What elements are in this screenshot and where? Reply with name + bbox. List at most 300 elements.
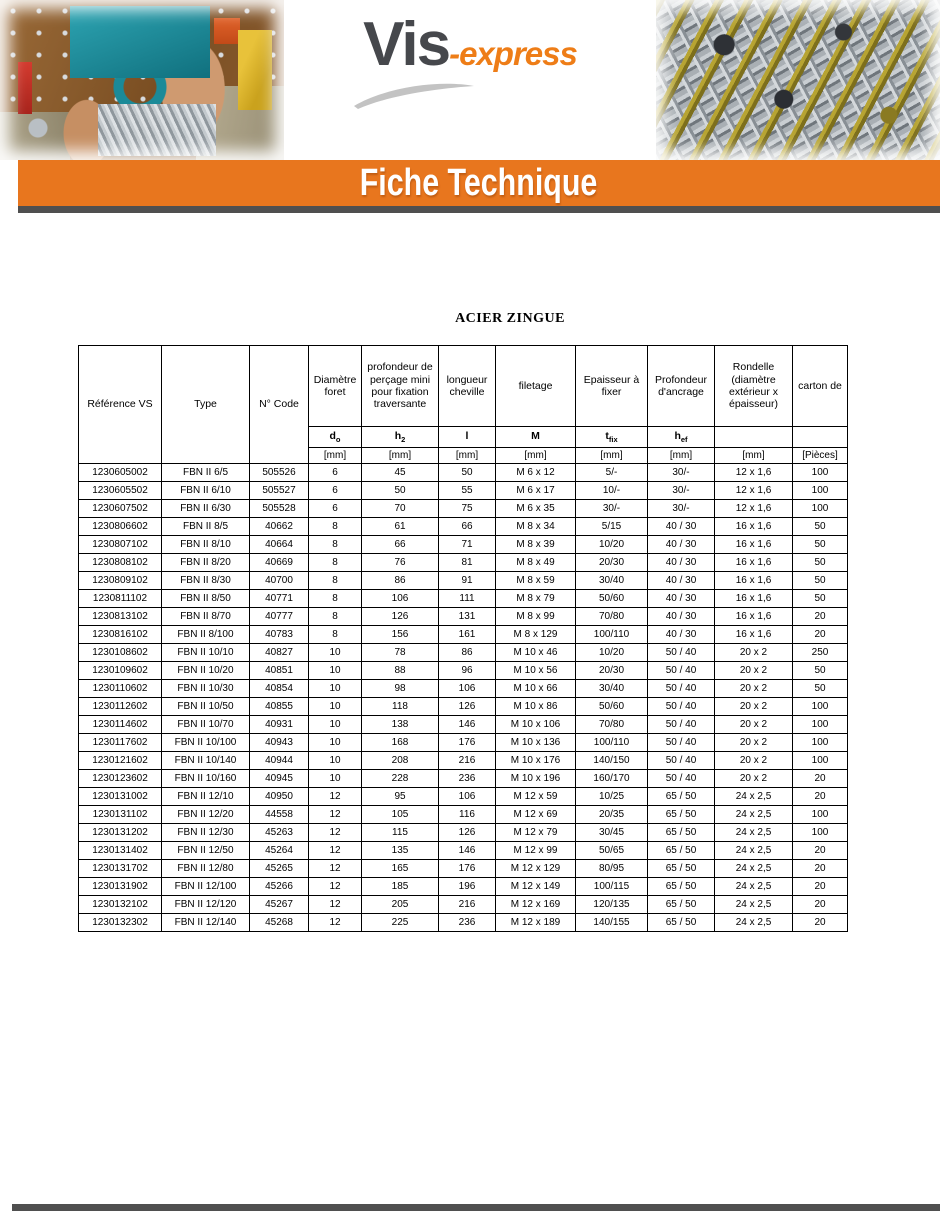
table-cell: 50 / 40 bbox=[648, 716, 715, 734]
table-cell: 30/- bbox=[648, 464, 715, 482]
table-cell: 44558 bbox=[250, 806, 309, 824]
table-cell: 55 bbox=[439, 482, 496, 500]
table-cell: M 8 x 99 bbox=[496, 608, 576, 626]
table-cell: 100/110 bbox=[576, 734, 648, 752]
table-cell: 1230811102 bbox=[79, 590, 162, 608]
table-cell: 30/- bbox=[576, 500, 648, 518]
table-cell: 140/150 bbox=[576, 752, 648, 770]
table-cell: 20 x 2 bbox=[715, 698, 793, 716]
table-cell: 24 x 2,5 bbox=[715, 806, 793, 824]
table-cell: 225 bbox=[362, 914, 439, 932]
table-cell: M 12 x 79 bbox=[496, 824, 576, 842]
table-cell: 10 bbox=[309, 644, 362, 662]
table-cell: 50 bbox=[793, 536, 848, 554]
table-cell: 1230806602 bbox=[79, 518, 162, 536]
table-cell: 16 x 1,6 bbox=[715, 554, 793, 572]
table-cell: 10/- bbox=[576, 482, 648, 500]
table-row bbox=[79, 482, 848, 500]
table-cell: 20 bbox=[793, 608, 848, 626]
table-cell: M 10 x 46 bbox=[496, 644, 576, 662]
header bbox=[0, 0, 940, 160]
table-cell: 24 x 2,5 bbox=[715, 914, 793, 932]
table-row bbox=[79, 752, 848, 770]
table-cell: M 12 x 189 bbox=[496, 914, 576, 932]
table-cell: 100 bbox=[793, 464, 848, 482]
table-cell: 1230131702 bbox=[79, 860, 162, 878]
table-cell: 40 / 30 bbox=[648, 590, 715, 608]
table-cell: 20 x 2 bbox=[715, 644, 793, 662]
table-cell: 20 bbox=[793, 842, 848, 860]
table-cell: 10 bbox=[309, 680, 362, 698]
table-cell: 91 bbox=[439, 572, 496, 590]
table-row bbox=[79, 572, 848, 590]
table-row bbox=[79, 518, 848, 536]
table-cell: M 8 x 39 bbox=[496, 536, 576, 554]
unit-l: [mm] bbox=[439, 448, 496, 464]
table-cell: M 6 x 35 bbox=[496, 500, 576, 518]
table-cell: 30/45 bbox=[576, 824, 648, 842]
unit-tfix: [mm] bbox=[576, 448, 648, 464]
table-cell: 100/110 bbox=[576, 626, 648, 644]
table-cell: 160/170 bbox=[576, 770, 648, 788]
table-cell: 20 x 2 bbox=[715, 662, 793, 680]
table-row bbox=[79, 770, 848, 788]
table-cell: 1230816102 bbox=[79, 626, 162, 644]
table-cell: 10/20 bbox=[576, 536, 648, 554]
table-cell: 40855 bbox=[250, 698, 309, 716]
table-cell: 106 bbox=[439, 788, 496, 806]
table-cell: 20 x 2 bbox=[715, 770, 793, 788]
table-cell: 65 / 50 bbox=[648, 896, 715, 914]
spec-table bbox=[78, 345, 848, 932]
unit-carton: [Pièces] bbox=[793, 448, 848, 464]
header-row-labels bbox=[79, 346, 848, 427]
table-cell: 5/- bbox=[576, 464, 648, 482]
table-cell: 10 bbox=[309, 734, 362, 752]
table-cell: 8 bbox=[309, 626, 362, 644]
table-cell: 1230131202 bbox=[79, 824, 162, 842]
table-cell: 1230108602 bbox=[79, 644, 162, 662]
table-cell: 1230112602 bbox=[79, 698, 162, 716]
table-cell: 40943 bbox=[250, 734, 309, 752]
table-cell: FBN II 10/30 bbox=[162, 680, 250, 698]
table-cell: 8 bbox=[309, 536, 362, 554]
col-header-profondeur-ancrage: Profondeur d'ancrage bbox=[648, 346, 715, 427]
table-cell: 40662 bbox=[250, 518, 309, 536]
table-cell: 1230121602 bbox=[79, 752, 162, 770]
table-cell: 118 bbox=[362, 698, 439, 716]
spec-table-body bbox=[79, 464, 848, 932]
table-cell: 12 x 1,6 bbox=[715, 482, 793, 500]
table-cell: 50/60 bbox=[576, 698, 648, 716]
table-cell: 10/25 bbox=[576, 788, 648, 806]
table-cell: M 8 x 129 bbox=[496, 626, 576, 644]
unit-hef: [mm] bbox=[648, 448, 715, 464]
table-cell: 1230117602 bbox=[79, 734, 162, 752]
table-cell: 505528 bbox=[250, 500, 309, 518]
table-row bbox=[79, 554, 848, 572]
table-cell: 20 bbox=[793, 770, 848, 788]
table-cell: 50 bbox=[793, 590, 848, 608]
unit-h2: [mm] bbox=[362, 448, 439, 464]
table-cell: 131 bbox=[439, 608, 496, 626]
table-cell: 1230605502 bbox=[79, 482, 162, 500]
table-cell: 1230131902 bbox=[79, 878, 162, 896]
table-cell: 45264 bbox=[250, 842, 309, 860]
table-row bbox=[79, 734, 848, 752]
table-cell: 1230605002 bbox=[79, 464, 162, 482]
table-cell: FBN II 8/100 bbox=[162, 626, 250, 644]
table-cell: 1230123602 bbox=[79, 770, 162, 788]
table-row bbox=[79, 860, 848, 878]
logo bbox=[284, 0, 656, 160]
table-cell: 10 bbox=[309, 770, 362, 788]
col-header-diametre-foret: Diamètre foret bbox=[309, 346, 362, 427]
symbol-M: M bbox=[496, 427, 576, 448]
table-cell: FBN II 12/10 bbox=[162, 788, 250, 806]
table-row bbox=[79, 896, 848, 914]
table-cell: 45263 bbox=[250, 824, 309, 842]
logo-text-express: -express bbox=[449, 35, 577, 72]
table-cell: 80/95 bbox=[576, 860, 648, 878]
table-cell: 106 bbox=[362, 590, 439, 608]
table-cell: 12 x 1,6 bbox=[715, 464, 793, 482]
table-cell: 146 bbox=[439, 716, 496, 734]
table-cell: 176 bbox=[439, 860, 496, 878]
table-cell: FBN II 12/80 bbox=[162, 860, 250, 878]
table-cell: 40 / 30 bbox=[648, 608, 715, 626]
table-cell: 228 bbox=[362, 770, 439, 788]
table-cell: FBN II 6/5 bbox=[162, 464, 250, 482]
table-cell: 65 / 50 bbox=[648, 860, 715, 878]
table-cell: 12 bbox=[309, 914, 362, 932]
table-cell: 138 bbox=[362, 716, 439, 734]
table-cell: 216 bbox=[439, 896, 496, 914]
table-cell: 205 bbox=[362, 896, 439, 914]
table-cell: 135 bbox=[362, 842, 439, 860]
table-cell: M 8 x 79 bbox=[496, 590, 576, 608]
table-cell: 100 bbox=[793, 716, 848, 734]
table-cell: 65 / 50 bbox=[648, 842, 715, 860]
symbol-h2: $h_2$ bbox=[362, 427, 439, 448]
table-cell: 12 bbox=[309, 788, 362, 806]
table-cell: 1230109602 bbox=[79, 662, 162, 680]
col-header-code: N° Code bbox=[250, 346, 309, 464]
table-cell: 40854 bbox=[250, 680, 309, 698]
table-cell: 66 bbox=[439, 518, 496, 536]
table-cell: 185 bbox=[362, 878, 439, 896]
table-cell: 70 bbox=[362, 500, 439, 518]
table-cell: 40783 bbox=[250, 626, 309, 644]
table-cell: 126 bbox=[362, 608, 439, 626]
table-cell: FBN II 6/10 bbox=[162, 482, 250, 500]
table-cell: 100 bbox=[793, 698, 848, 716]
table-cell: 12 bbox=[309, 896, 362, 914]
table-cell: 24 x 2,5 bbox=[715, 878, 793, 896]
table-cell: 88 bbox=[362, 662, 439, 680]
table-cell: FBN II 12/50 bbox=[162, 842, 250, 860]
table-cell: M 12 x 169 bbox=[496, 896, 576, 914]
table-cell: 10 bbox=[309, 662, 362, 680]
table-cell: 120/135 bbox=[576, 896, 648, 914]
table-row bbox=[79, 536, 848, 554]
table-cell: 50/65 bbox=[576, 842, 648, 860]
table-row bbox=[79, 608, 848, 626]
table-cell: 78 bbox=[362, 644, 439, 662]
table-cell: 40945 bbox=[250, 770, 309, 788]
table-row bbox=[79, 500, 848, 518]
table-cell: 30/40 bbox=[576, 572, 648, 590]
table-cell: 50 bbox=[362, 482, 439, 500]
table-cell: M 8 x 59 bbox=[496, 572, 576, 590]
table-cell: 100 bbox=[793, 752, 848, 770]
table-cell: 12 bbox=[309, 860, 362, 878]
table-cell: 156 bbox=[362, 626, 439, 644]
logo-wordmark bbox=[363, 10, 577, 79]
table-cell: 20 x 2 bbox=[715, 716, 793, 734]
table-cell: 216 bbox=[439, 752, 496, 770]
col-header-longueur-cheville: longueur cheville bbox=[439, 346, 496, 427]
table-cell: 86 bbox=[439, 644, 496, 662]
table-cell: 140/155 bbox=[576, 914, 648, 932]
table-cell: 100 bbox=[793, 500, 848, 518]
table-cell: 116 bbox=[439, 806, 496, 824]
table-cell: 100 bbox=[793, 734, 848, 752]
table-cell: 1230607502 bbox=[79, 500, 162, 518]
table-cell: 1230110602 bbox=[79, 680, 162, 698]
table-cell: 24 x 2,5 bbox=[715, 824, 793, 842]
table-cell: 105 bbox=[362, 806, 439, 824]
table-cell: 50 bbox=[793, 518, 848, 536]
table-cell: M 10 x 176 bbox=[496, 752, 576, 770]
symbol-l: l bbox=[439, 427, 496, 448]
table-cell: 40 / 30 bbox=[648, 554, 715, 572]
table-cell: 1230808102 bbox=[79, 554, 162, 572]
logo-swoosh-icon bbox=[350, 78, 478, 110]
table-cell: M 12 x 129 bbox=[496, 860, 576, 878]
table-cell: 8 bbox=[309, 590, 362, 608]
table-cell: 12 bbox=[309, 842, 362, 860]
divider-bar-bottom bbox=[12, 1204, 940, 1211]
table-cell: FBN II 12/120 bbox=[162, 896, 250, 914]
table-cell: 6 bbox=[309, 500, 362, 518]
table-cell: 6 bbox=[309, 464, 362, 482]
table-cell: FBN II 12/100 bbox=[162, 878, 250, 896]
table-cell: 20 bbox=[793, 626, 848, 644]
table-row bbox=[79, 842, 848, 860]
table-cell: FBN II 10/50 bbox=[162, 698, 250, 716]
table-cell: 50 / 40 bbox=[648, 680, 715, 698]
table-cell: FBN II 8/70 bbox=[162, 608, 250, 626]
table-cell: M 12 x 59 bbox=[496, 788, 576, 806]
table-cell: 100 bbox=[793, 824, 848, 842]
table-cell: 50 bbox=[793, 662, 848, 680]
table-cell: 161 bbox=[439, 626, 496, 644]
table-cell: 81 bbox=[439, 554, 496, 572]
table-cell: 24 x 2,5 bbox=[715, 860, 793, 878]
table-cell: 71 bbox=[439, 536, 496, 554]
divider-bar-top bbox=[18, 206, 940, 213]
table-cell: 168 bbox=[362, 734, 439, 752]
table-cell: 20 bbox=[793, 878, 848, 896]
table-cell: 40931 bbox=[250, 716, 309, 734]
table-row bbox=[79, 644, 848, 662]
table-cell: 45266 bbox=[250, 878, 309, 896]
symbol-carton-empty bbox=[793, 427, 848, 448]
table-title: ACIER ZINGUE bbox=[455, 311, 565, 326]
table-cell: 45267 bbox=[250, 896, 309, 914]
table-cell: 45265 bbox=[250, 860, 309, 878]
table-cell: M 10 x 86 bbox=[496, 698, 576, 716]
table-cell: 40700 bbox=[250, 572, 309, 590]
table-cell: 1230807102 bbox=[79, 536, 162, 554]
table-cell: 106 bbox=[439, 680, 496, 698]
table-cell: 40777 bbox=[250, 608, 309, 626]
table-cell: FBN II 10/100 bbox=[162, 734, 250, 752]
table-cell: 40 / 30 bbox=[648, 572, 715, 590]
table-cell: 505526 bbox=[250, 464, 309, 482]
table-cell: 96 bbox=[439, 662, 496, 680]
table-cell: 16 x 1,6 bbox=[715, 608, 793, 626]
col-header-reference: Référence VS bbox=[79, 346, 162, 464]
table-cell: 208 bbox=[362, 752, 439, 770]
table-cell: 50 / 40 bbox=[648, 752, 715, 770]
table-row bbox=[79, 626, 848, 644]
table-row bbox=[79, 590, 848, 608]
table-cell: 20 x 2 bbox=[715, 752, 793, 770]
table-cell: 50 / 40 bbox=[648, 662, 715, 680]
table-cell: 50 bbox=[793, 554, 848, 572]
table-cell: 16 x 1,6 bbox=[715, 572, 793, 590]
table-cell: 20 x 2 bbox=[715, 734, 793, 752]
table-cell: M 10 x 196 bbox=[496, 770, 576, 788]
table-cell: 50 / 40 bbox=[648, 770, 715, 788]
table-cell: M 10 x 56 bbox=[496, 662, 576, 680]
table-cell: FBN II 8/10 bbox=[162, 536, 250, 554]
table-row bbox=[79, 824, 848, 842]
table-cell: 20/30 bbox=[576, 554, 648, 572]
table-row bbox=[79, 662, 848, 680]
table-cell: 165 bbox=[362, 860, 439, 878]
table-cell: 10 bbox=[309, 752, 362, 770]
table-cell: 236 bbox=[439, 770, 496, 788]
symbol-hef: $h_{ef}$ bbox=[648, 427, 715, 448]
table-cell: 76 bbox=[362, 554, 439, 572]
table-cell: 16 x 1,6 bbox=[715, 518, 793, 536]
table-cell: 30/40 bbox=[576, 680, 648, 698]
table-cell: 1230809102 bbox=[79, 572, 162, 590]
table-cell: M 10 x 106 bbox=[496, 716, 576, 734]
table-cell: M 8 x 49 bbox=[496, 554, 576, 572]
table-cell: 12 bbox=[309, 878, 362, 896]
table-cell: 20 bbox=[793, 860, 848, 878]
table-cell: 30/- bbox=[648, 482, 715, 500]
table-cell: 98 bbox=[362, 680, 439, 698]
banner-title: Fiche Technique bbox=[360, 161, 598, 204]
table-row bbox=[79, 878, 848, 896]
table-cell: 1230114602 bbox=[79, 716, 162, 734]
table-cell: FBN II 10/20 bbox=[162, 662, 250, 680]
table-cell: 505527 bbox=[250, 482, 309, 500]
table-cell: 65 / 50 bbox=[648, 806, 715, 824]
table-row bbox=[79, 680, 848, 698]
table-cell: 50 / 40 bbox=[648, 734, 715, 752]
table-cell: M 12 x 69 bbox=[496, 806, 576, 824]
table-cell: 12 x 1,6 bbox=[715, 500, 793, 518]
table-cell: 8 bbox=[309, 572, 362, 590]
table-cell: 86 bbox=[362, 572, 439, 590]
table-cell: 20 bbox=[793, 896, 848, 914]
table-cell: 24 x 2,5 bbox=[715, 788, 793, 806]
symbol-rondelle-empty bbox=[715, 427, 793, 448]
col-header-profondeur-percage: profondeur de perçage mini pour fixation traversante bbox=[362, 346, 439, 427]
table-cell: 1230132102 bbox=[79, 896, 162, 914]
col-header-filetage: filetage bbox=[496, 346, 576, 427]
col-header-epaisseur-fixer: Epaisseur à fixer bbox=[576, 346, 648, 427]
table-cell: 40 / 30 bbox=[648, 518, 715, 536]
table-cell: 95 bbox=[362, 788, 439, 806]
table-cell: 8 bbox=[309, 518, 362, 536]
table-cell: M 12 x 149 bbox=[496, 878, 576, 896]
table-cell: 12 bbox=[309, 806, 362, 824]
table-cell: FBN II 8/50 bbox=[162, 590, 250, 608]
table-cell: 1230813102 bbox=[79, 608, 162, 626]
table-cell: FBN II 12/20 bbox=[162, 806, 250, 824]
unit-d0: [mm] bbox=[309, 448, 362, 464]
table-cell: 10 bbox=[309, 716, 362, 734]
table-cell: M 10 x 66 bbox=[496, 680, 576, 698]
table-cell: 115 bbox=[362, 824, 439, 842]
table-cell: 40664 bbox=[250, 536, 309, 554]
table-cell: FBN II 6/30 bbox=[162, 500, 250, 518]
table-cell: 75 bbox=[439, 500, 496, 518]
table-cell: 20 bbox=[793, 788, 848, 806]
table-cell: M 10 x 136 bbox=[496, 734, 576, 752]
table-cell: FBN II 10/160 bbox=[162, 770, 250, 788]
table-cell: 10/20 bbox=[576, 644, 648, 662]
table-cell: 100 bbox=[793, 482, 848, 500]
table-cell: 40827 bbox=[250, 644, 309, 662]
table-cell: 236 bbox=[439, 914, 496, 932]
table-cell: 6 bbox=[309, 482, 362, 500]
symbol-d0: $d_o$ bbox=[309, 427, 362, 448]
logo-text-vis: Vis bbox=[363, 10, 450, 79]
table-cell: 40944 bbox=[250, 752, 309, 770]
table-row bbox=[79, 806, 848, 824]
table-cell: 5/15 bbox=[576, 518, 648, 536]
unit-M: [mm] bbox=[496, 448, 576, 464]
table-cell: 24 x 2,5 bbox=[715, 842, 793, 860]
unit-rondelle: [mm] bbox=[715, 448, 793, 464]
table-cell: 65 / 50 bbox=[648, 824, 715, 842]
table-cell: 40851 bbox=[250, 662, 309, 680]
table-cell: 1230132302 bbox=[79, 914, 162, 932]
table-cell: M 8 x 34 bbox=[496, 518, 576, 536]
table-cell: 50/60 bbox=[576, 590, 648, 608]
col-header-rondelle: Rondelle (diamètre extérieur x épaisseur) bbox=[715, 346, 793, 427]
table-cell: 10 bbox=[309, 698, 362, 716]
table-row bbox=[79, 914, 848, 932]
table-cell: 45 bbox=[362, 464, 439, 482]
col-header-carton: carton de bbox=[793, 346, 848, 427]
table-cell: 1230131402 bbox=[79, 842, 162, 860]
table-cell: 16 x 1,6 bbox=[715, 536, 793, 554]
table-cell: 61 bbox=[362, 518, 439, 536]
table-cell: FBN II 12/30 bbox=[162, 824, 250, 842]
table-cell: 70/80 bbox=[576, 716, 648, 734]
table-cell: FBN II 8/5 bbox=[162, 518, 250, 536]
table-cell: 40771 bbox=[250, 590, 309, 608]
